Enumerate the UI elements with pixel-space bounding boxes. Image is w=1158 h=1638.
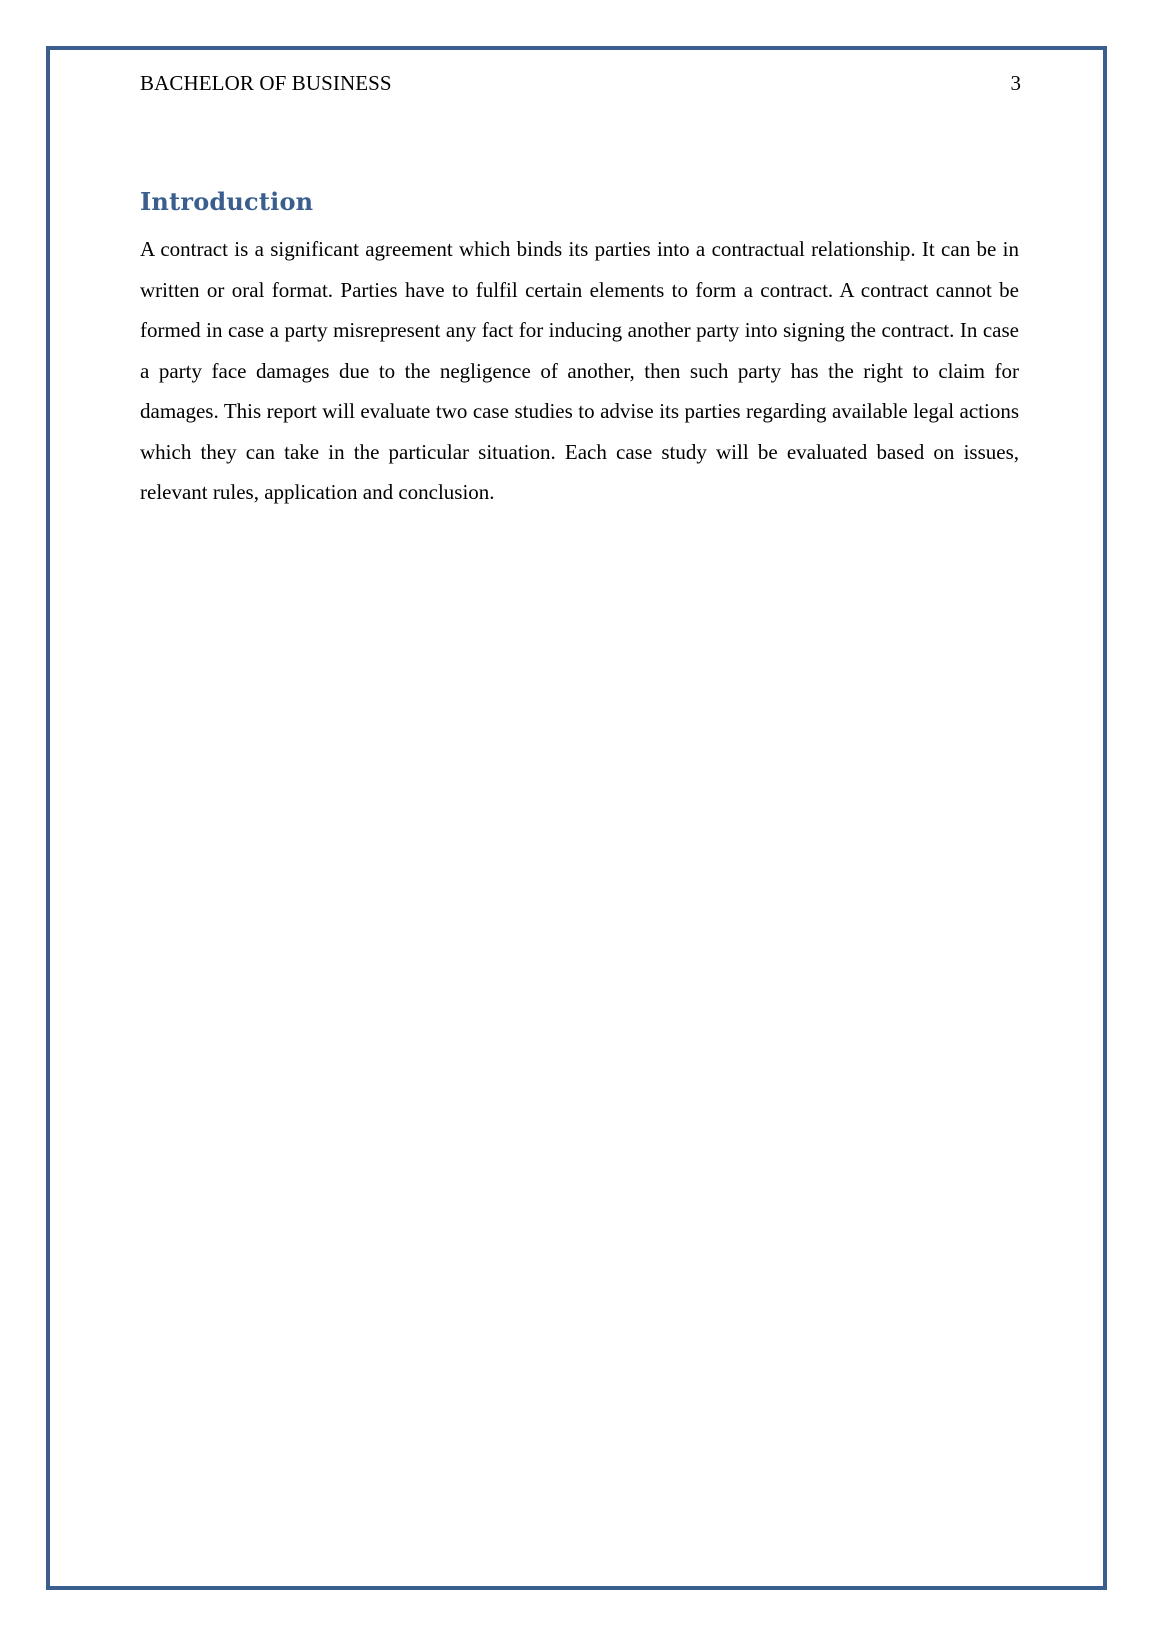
section-heading-introduction: Introduction bbox=[140, 187, 314, 216]
page-number: 3 bbox=[1010, 71, 1021, 95]
running-header: BACHELOR OF BUSINESS bbox=[140, 71, 392, 95]
introduction-paragraph: A contract is a significant agreement which binds its parties into a contractual relationship. It can be in written or oral format. Parties have to fulfil certain elements to form a contract. A contract cannot be formed in case a party misrepresent any fact for inducing another party into signing the contract. In case a party face damages due to the negligence of another, then such party has the right to claim for damages. This report will evaluate two case studies to advise its parties regarding available legal actions which they can take in the particular situation. Each case study will be evaluated based on issues, relevant rules, application and conclusion. bbox=[140, 237, 1019, 504]
